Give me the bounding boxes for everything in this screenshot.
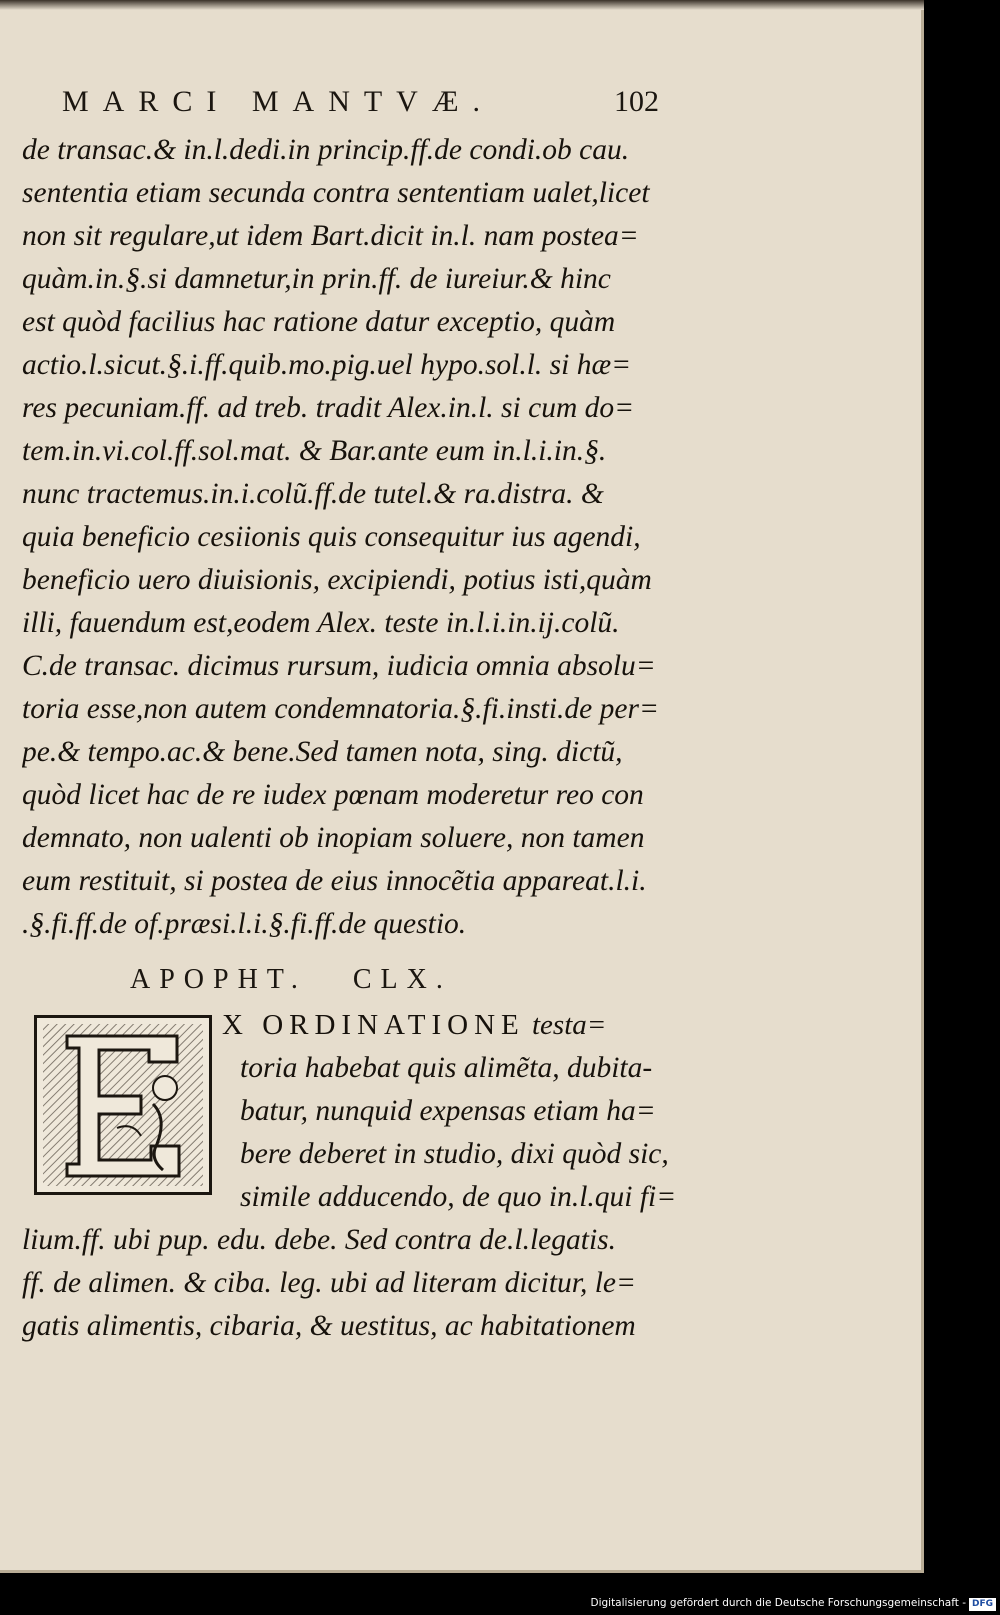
- text-line: lium.ff. ubi pup. edu. debe. Sed contra de.l.legatis.: [22, 1224, 617, 1256]
- running-head: MARCI MANTVÆ.: [62, 85, 495, 118]
- text-line: eum restituit, si postea de eius innocẽtia appareat.l.i.: [22, 865, 647, 897]
- section-number: CLX.: [352, 964, 452, 995]
- page-top-edge: [0, 0, 924, 10]
- woodcut-initial: [37, 1018, 209, 1192]
- text-line: actio.l.sicut.§.i.ff.quib.mo.pig.uel hypo.sol.l. si hæ=: [22, 349, 632, 381]
- first-line-italic: testa=: [531, 1009, 607, 1041]
- section-first-line: [222, 1003, 692, 1047]
- text-line: batur, nunquid expensas etiam ha=: [240, 1095, 656, 1127]
- text-line: quòd licet hac de re iudex pœnam moderetur reo con: [22, 779, 644, 811]
- text-line: bere deberet in studio, dixi quòd sic,: [240, 1138, 669, 1170]
- text-line: quàm.in.§.si damnetur,in prin.ff. de iureiur.& hinc: [22, 263, 611, 295]
- text-line: est quòd facilius hac ratione datur exceptio, quàm: [22, 306, 616, 338]
- text-line: non sit regulare,ut idem Bart.dicit in.l. nam postea=: [22, 220, 639, 252]
- text-line: .§.fi.ff.de of.præsi.l.i.§.fi.ff.de questio.: [22, 908, 467, 940]
- footer-bar: [0, 1595, 1000, 1615]
- text-line: tem.in.vi.col.ff.sol.mat. & Bar.ante eum in.l.i.in.§.: [22, 435, 607, 467]
- text-line: C.de transac. dicimus rursum, iudicia omnia absolu=: [22, 650, 656, 682]
- first-line-capitals: X ORDINATIONE: [222, 1009, 525, 1041]
- text-line: toria habebat quis alimẽta, dubita-: [240, 1052, 653, 1084]
- digitization-credit: Digitalisierung gefördert durch die Deutsche Forschungsgemeinschaft -: [590, 1597, 966, 1609]
- text-line: toria esse,non autem condemnatoria.§.fi.insti.de per=: [22, 693, 659, 725]
- text-line: demnato, non ualenti ob inopiam soluere, non tamen: [22, 822, 645, 854]
- text-line: sententia etiam secunda contra sententiam ualet,licet: [22, 177, 650, 209]
- page-number: 102: [614, 85, 659, 118]
- section-label: APOPHT.: [130, 964, 307, 995]
- text-line: res pecuniam.ff. ad treb. tradit Alex.in.l. si cum do=: [22, 392, 635, 424]
- decorated-initial-e-icon: [34, 1015, 212, 1195]
- text-line: simile adducendo, de quo in.l.qui fi=: [240, 1181, 677, 1213]
- text-line: pe.& tempo.ac.& bene.Sed tamen nota, sing. dictũ,: [22, 736, 623, 768]
- text-line: de transac.& in.l.dedi.in princip.ff.de condi.ob cau.: [22, 134, 630, 166]
- text-line: illi, fauendum est,eodem Alex. teste in.l.i.in.ij.colũ.: [22, 607, 620, 639]
- section-heading: [130, 958, 550, 1002]
- text-line: beneficio uero diuisionis, excipiendi, potius isti,quàm: [22, 564, 652, 596]
- text-line: gatis alimentis, cibaria, & uestitus, ac habitationem: [22, 1310, 636, 1342]
- page-header: [62, 85, 682, 129]
- text-line: quia beneficio cesiionis quis consequitur ius agendi,: [22, 521, 641, 553]
- text-line: ff. de alimen. & ciba. leg. ubi ad literam dicitur, le=: [22, 1267, 636, 1299]
- dfg-logo-icon: DFG: [969, 1598, 996, 1611]
- text-line: nunc tractemus.in.i.colũ.ff.de tutel.& ra.distra. &: [22, 478, 604, 510]
